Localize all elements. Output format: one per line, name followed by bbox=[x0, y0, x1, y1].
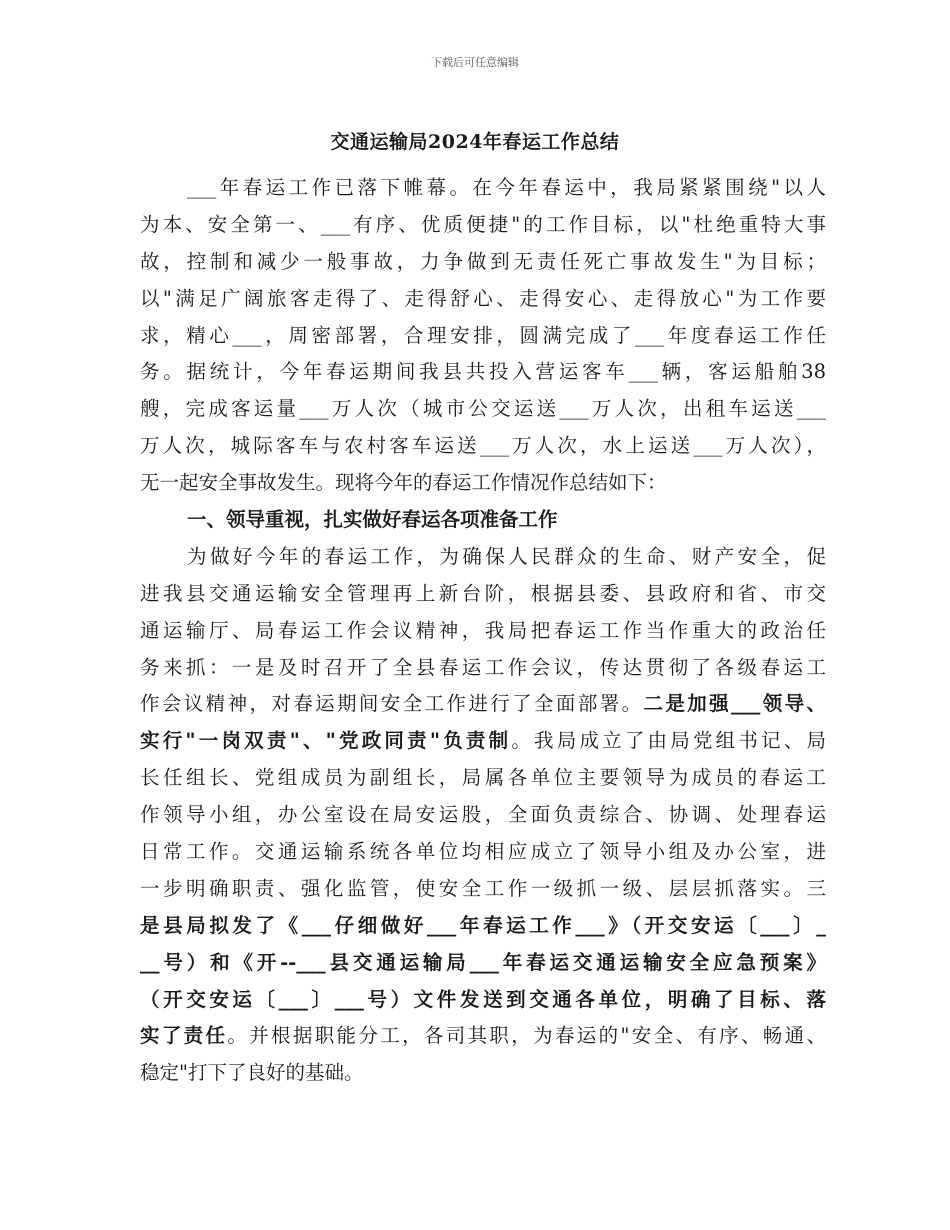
paragraph-section-1 bbox=[140, 539, 826, 1092]
text-line: 无一起安全事故发生。现将今年的春运工作情况作总结如下： bbox=[140, 471, 667, 495]
text-line: 稳定"打下了良好的基础。 bbox=[140, 1061, 364, 1085]
text-run: 。我局成立了由局党组书记、局 bbox=[511, 729, 826, 753]
bold-text-run: 实行"一岗双责"、"党政同责"负责制 bbox=[140, 729, 512, 753]
bold-text-line: __号）和《开--___县交通运输局___年春运交通运输安全应急预案》 bbox=[140, 950, 826, 974]
text-line: 为本、安全第一、___有序、优质便捷"的工作目标，以"杜绝重特大事 bbox=[140, 212, 826, 236]
document-title: 交通运输局2024年春运工作总结 bbox=[330, 131, 620, 153]
text-line: 进我县交通运输安全管理再上新台阶，根据县委、县政府和省、市交 bbox=[140, 581, 826, 605]
bold-text-line: （开交安运〔___〕___号）文件发送到交通各单位，明确了目标、落 bbox=[140, 987, 826, 1011]
text-line: 为做好今年的春运工作，为确保人民群众的生命、财产安全，促 bbox=[187, 544, 826, 568]
text-line bbox=[140, 723, 826, 760]
text-line: 万人次，城际客车与农村客车运送___万人次，水上运送___万人次）， bbox=[140, 434, 826, 458]
text-run: 作会议精神，对春运期间安全工作进行了全面部署。 bbox=[140, 692, 644, 716]
bold-text-line: 是县局拟发了《___仔细做好___年春运工作___》（开交安运〔___〕_ bbox=[140, 913, 826, 937]
text-line: 艘，完成客运量___万人次（城市公交运送___万人次，出租车运送___ bbox=[140, 397, 826, 421]
text-line: 故，控制和减少一般事故，力争做到无责任死亡事故发生"为目标； bbox=[140, 249, 826, 273]
text-line: 以"满足广阔旅客走得了、走得舒心、走得安心、走得放心"为工作要 bbox=[140, 286, 826, 310]
text-line: 长任组长、党组成员为副组长，局属各单位主要领导为成员的春运工 bbox=[140, 766, 826, 790]
page-header-note: 下载后可任意编辑 bbox=[431, 56, 519, 69]
text-line: 求，精心___，周密部署，合理安排，圆满完成了___年度春运工作任 bbox=[140, 323, 826, 347]
text-line: ___年春运工作已落下帷幕。在今年春运中，我局紧紧围绕"以人 bbox=[187, 176, 826, 199]
text-line: 通运输厅、局春运工作会议精神，我局把春运工作当作重大的政治任 bbox=[140, 618, 826, 642]
document-body bbox=[140, 170, 826, 1092]
text-line: 务来抓：一是及时召开了全县春运工作会议，传达贯彻了各级春运工 bbox=[140, 655, 826, 679]
bold-text-run: 实了责任 bbox=[140, 1024, 228, 1048]
section-heading: 一、领导重视，扎实做好春运各项准备工作 bbox=[187, 508, 558, 532]
paragraph-intro bbox=[140, 170, 826, 502]
text-line: 一步明确职责、强化监管，使安全工作一级抓一级、层层抓落实。三 bbox=[140, 876, 826, 900]
text-line: 务。据统计，今年春运期间我县共投入营运客车___辆，客运船舶38 bbox=[140, 360, 826, 384]
text-run: 。并根据职能分工，各司其职，为春运的"安全、有序、畅通、 bbox=[227, 1024, 826, 1048]
text-line: 日常工作。交通运输系统各单位均相应成立了领导小组及办公室，进 bbox=[140, 840, 826, 864]
bold-text-run: 二是加强___领导、 bbox=[643, 692, 826, 716]
text-line bbox=[140, 1018, 826, 1055]
text-line bbox=[140, 686, 826, 723]
text-line: 作领导小组，办公室设在局安运股，全面负责综合、协调、处理春运 bbox=[140, 803, 826, 827]
